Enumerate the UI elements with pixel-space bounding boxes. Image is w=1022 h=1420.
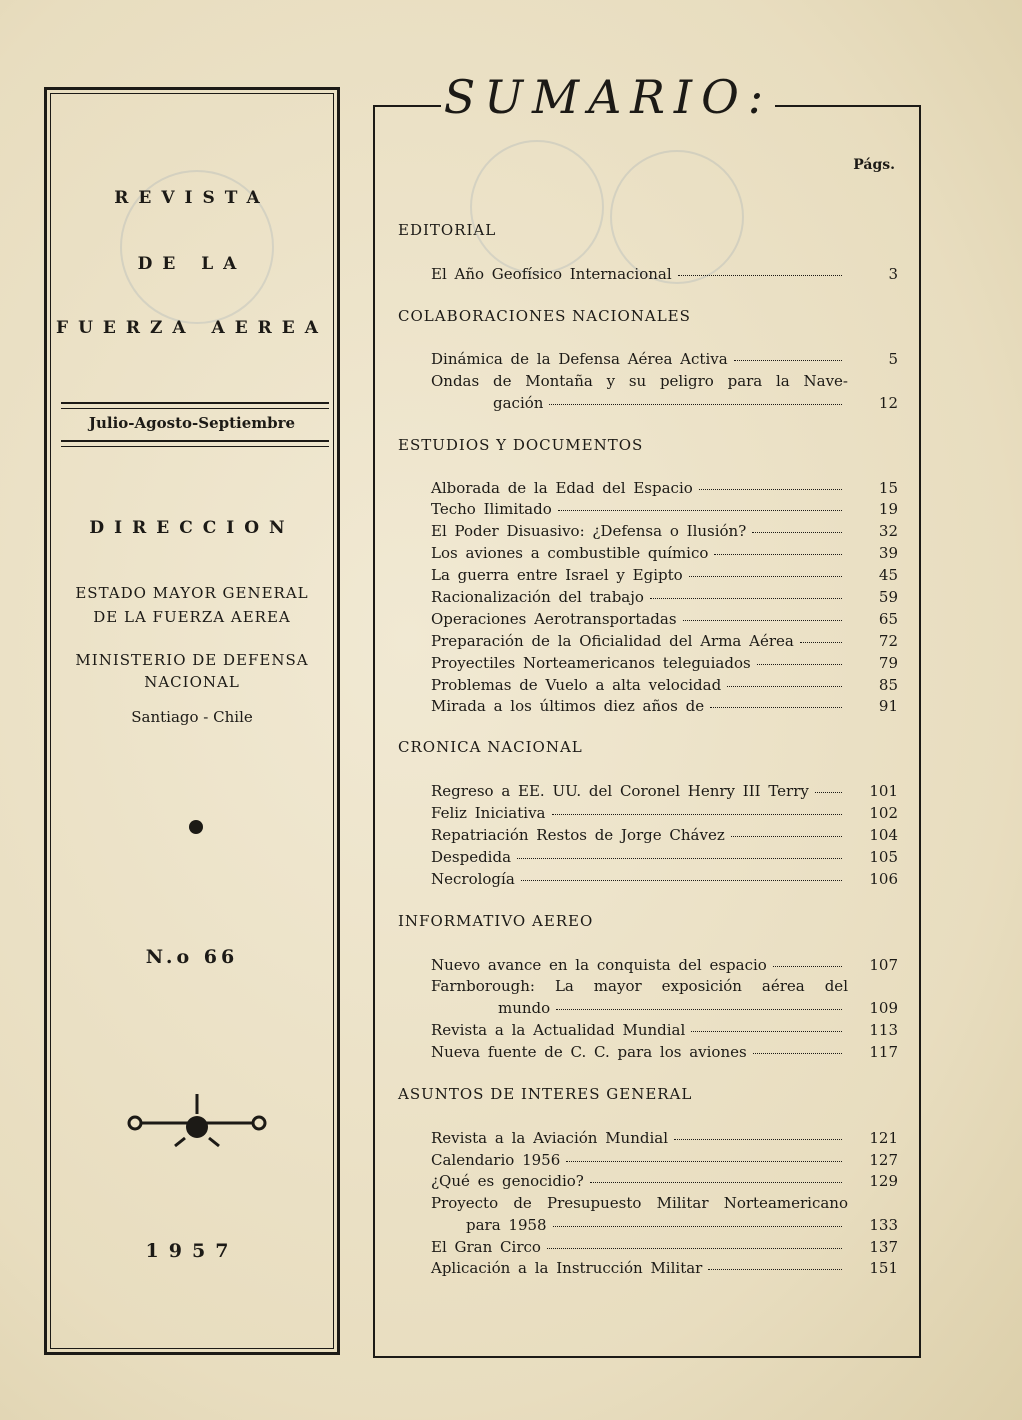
toc-entry[interactable] <box>431 566 848 584</box>
airplane-emblem-icon <box>127 1090 267 1150</box>
masthead-title-line1: REVISTA <box>114 188 270 208</box>
issue-period: Julio-Agosto-Septiembre <box>88 414 296 432</box>
dot-leader <box>800 642 842 643</box>
toc-entry-title: Regreso a EE. UU. del Coronel Henry III Terry <box>431 782 809 800</box>
toc-entry-title: Nueva fuente de C. C. para los aviones <box>431 1043 747 1061</box>
bullet-dot <box>189 820 203 834</box>
toc-entry[interactable] <box>431 804 848 822</box>
section-heading-cronica: CRONICA NACIONAL <box>398 738 583 756</box>
toc-entry-page: 45 <box>878 566 898 584</box>
toc-entry-title: Alborada de la Edad del Espacio <box>431 479 693 497</box>
dot-leader <box>556 1009 842 1010</box>
dot-leader <box>815 792 842 793</box>
toc-entry-title: Problemas de Vuelo a alta velocidad <box>431 676 722 694</box>
toc-entry[interactable] <box>431 956 848 974</box>
toc-entry-page: 59 <box>878 588 898 606</box>
dot-leader <box>521 880 842 881</box>
dot-leader <box>566 1161 842 1162</box>
toc-entry[interactable] <box>431 782 848 800</box>
toc-entry-page: 72 <box>878 632 898 650</box>
toc-entry-title-line1[interactable]: Ondas de Montaña y su peligro para la Nave- <box>431 372 848 390</box>
toc-entry[interactable] <box>431 265 848 283</box>
toc-entry-page: 106 <box>869 870 898 888</box>
divider <box>61 402 329 404</box>
toc-entry[interactable] <box>498 999 848 1017</box>
toc-entry-page: 65 <box>878 610 898 628</box>
toc-entry-page: 104 <box>869 826 898 844</box>
toc-entry[interactable] <box>431 350 848 368</box>
toc-entry[interactable] <box>431 544 848 562</box>
ministry-line1: MINISTERIO DE DEFENSA <box>75 651 309 669</box>
toc-entry-page: 32 <box>878 522 898 540</box>
dot-leader <box>683 620 842 621</box>
dot-leader <box>752 532 842 533</box>
toc-entry-page: 107 <box>869 956 898 974</box>
dot-leader <box>710 707 842 708</box>
toc-entry[interactable] <box>431 697 848 715</box>
toc-title: SUMARIO: <box>443 70 773 124</box>
toc-entry-title: Feliz Iniciativa <box>431 804 546 822</box>
dot-leader <box>689 576 842 577</box>
toc-entry-page: 137 <box>869 1238 898 1256</box>
toc-entry[interactable] <box>466 1216 848 1234</box>
divider <box>61 440 329 442</box>
dot-leader <box>727 686 842 687</box>
dot-leader <box>714 554 842 555</box>
toc-entry-title: El Gran Circo <box>431 1238 541 1256</box>
toc-entry-page: 109 <box>869 999 898 1017</box>
toc-entry-page: 101 <box>869 782 898 800</box>
pages-label: Págs. <box>853 157 895 173</box>
issue-number: N.o 66 <box>145 946 239 968</box>
toc-entry[interactable] <box>431 500 848 518</box>
location: Santiago - Chile <box>131 708 253 726</box>
toc-entry[interactable] <box>431 1043 848 1061</box>
toc-entry-title-line1[interactable]: Farnborough: La mayor exposición aérea del <box>431 977 848 995</box>
divider <box>61 446 329 447</box>
toc-entry-page: 15 <box>878 479 898 497</box>
section-heading-asuntos: ASUNTOS DE INTERES GENERAL <box>398 1085 693 1103</box>
toc-entry-title: mundo <box>498 999 551 1017</box>
toc-entry-title: gación <box>493 394 544 412</box>
dot-leader <box>678 275 842 276</box>
toc-entry-title: Repatriación Restos de Jorge Chávez <box>431 826 725 844</box>
masthead-title-line3: FUERZA AEREA <box>56 318 328 338</box>
toc-entry-title: Dinámica de la Defensa Aérea Activa <box>431 350 728 368</box>
toc-entry-title: Mirada a los últimos diez años de <box>431 697 705 715</box>
divider <box>61 408 329 409</box>
toc-entry-title: Revista a la Actualidad Mundial <box>431 1021 686 1039</box>
toc-entry[interactable] <box>431 1129 848 1147</box>
masthead-box <box>44 87 340 1355</box>
dot-leader <box>691 1031 842 1032</box>
toc-entry[interactable] <box>431 522 848 540</box>
toc-entry[interactable] <box>431 1021 848 1039</box>
dot-leader <box>558 510 842 511</box>
toc-entry-title-line1[interactable]: Proyecto de Presupuesto Militar Norteamericano <box>431 1194 848 1212</box>
toc-entry-page: 105 <box>869 848 898 866</box>
toc-entry-page: 12 <box>878 394 898 412</box>
dot-leader <box>674 1139 842 1140</box>
ministry-line2: NACIONAL <box>144 673 240 691</box>
dot-leader <box>773 966 842 967</box>
toc-entry-page: 121 <box>869 1129 898 1147</box>
toc-entry-page: 19 <box>878 500 898 518</box>
toc-entry-page: 151 <box>869 1259 898 1277</box>
toc-entry[interactable] <box>493 394 848 412</box>
dot-leader <box>650 598 842 599</box>
dot-leader <box>734 360 842 361</box>
toc-entry-title: Despedida <box>431 848 512 866</box>
dot-leader <box>590 1182 842 1183</box>
toc-entry-page: 85 <box>878 676 898 694</box>
direction-heading: DIRECCION <box>89 518 295 538</box>
toc-entry-title: El Año Geofísico Internacional <box>431 265 672 283</box>
dot-leader <box>549 404 842 405</box>
toc-entry[interactable] <box>431 676 848 694</box>
toc-entry[interactable] <box>431 588 848 606</box>
toc-entry-page: 102 <box>869 804 898 822</box>
toc-entry[interactable] <box>431 848 848 866</box>
toc-entry[interactable] <box>431 826 848 844</box>
toc-box <box>373 105 921 1358</box>
direction-line2: DE LA FUERZA AEREA <box>93 608 291 626</box>
dot-leader <box>753 1053 842 1054</box>
dot-leader <box>552 814 843 815</box>
toc-entry[interactable] <box>431 610 848 628</box>
toc-entry[interactable] <box>431 479 848 497</box>
toc-entry-title: Preparación de la Oficialidad del Arma Aérea <box>431 632 794 650</box>
dot-leader <box>757 664 842 665</box>
dot-leader <box>731 836 842 837</box>
toc-entry-title: Proyectiles Norteamericanos teleguiados <box>431 654 751 672</box>
toc-entry-page: 117 <box>869 1043 898 1061</box>
toc-entry[interactable] <box>431 1151 848 1169</box>
toc-entry-title: Los aviones a combustible químico <box>431 544 709 562</box>
toc-entry[interactable] <box>431 1238 848 1256</box>
toc-entry-page: 79 <box>878 654 898 672</box>
toc-entry-title: La guerra entre Israel y Egipto <box>431 566 683 584</box>
toc-entry-page: 127 <box>869 1151 898 1169</box>
toc-entry-page: 91 <box>878 697 898 715</box>
toc-entry-page: 129 <box>869 1172 898 1190</box>
section-heading-estudios: ESTUDIOS Y DOCUMENTOS <box>398 436 644 454</box>
toc-entry-title: Racionalización del trabajo <box>431 588 644 606</box>
toc-entry-title: para 1958 <box>466 1216 547 1234</box>
dot-leader <box>517 858 842 859</box>
direction-line1: ESTADO MAYOR GENERAL <box>75 584 309 602</box>
toc-entry-title: Revista a la Aviación Mundial <box>431 1129 669 1147</box>
dot-leader <box>547 1248 842 1249</box>
masthead-title-line2: DE LA <box>137 254 247 274</box>
toc-entry[interactable] <box>431 632 848 650</box>
toc-entry-title: Necrología <box>431 870 515 888</box>
toc-entry-title: Techo Ilimitado <box>431 500 552 518</box>
toc-entry[interactable] <box>431 1172 848 1190</box>
toc-entry-title: ¿Qué es genocidio? <box>431 1172 584 1190</box>
toc-entry[interactable] <box>431 654 848 672</box>
toc-entry-title: Operaciones Aerotransportadas <box>431 610 677 628</box>
toc-entry-page: 113 <box>869 1021 898 1039</box>
section-heading-colaboraciones: COLABORACIONES NACIONALES <box>398 307 691 325</box>
toc-entry[interactable] <box>431 1259 848 1277</box>
toc-entry[interactable] <box>431 870 848 888</box>
toc-entry-title: El Poder Disuasivo: ¿Defensa o Ilusión? <box>431 522 747 540</box>
dot-leader <box>708 1269 842 1270</box>
section-heading-informativo: INFORMATIVO AEREO <box>398 912 594 930</box>
toc-entry-title: Nuevo avance en la conquista del espacio <box>431 956 767 974</box>
dot-leader <box>553 1226 842 1227</box>
year: 1957 <box>145 1240 239 1262</box>
toc-entry-title: Aplicación a la Instrucción Militar <box>431 1259 703 1277</box>
toc-entry-title: Calendario 1956 <box>431 1151 561 1169</box>
dot-leader <box>699 489 842 490</box>
toc-entry-page: 39 <box>878 544 898 562</box>
toc-entry-page: 5 <box>888 350 898 368</box>
section-heading-editorial: EDITORIAL <box>398 221 497 239</box>
toc-entry-page: 133 <box>869 1216 898 1234</box>
toc-entry-page: 3 <box>888 265 898 283</box>
